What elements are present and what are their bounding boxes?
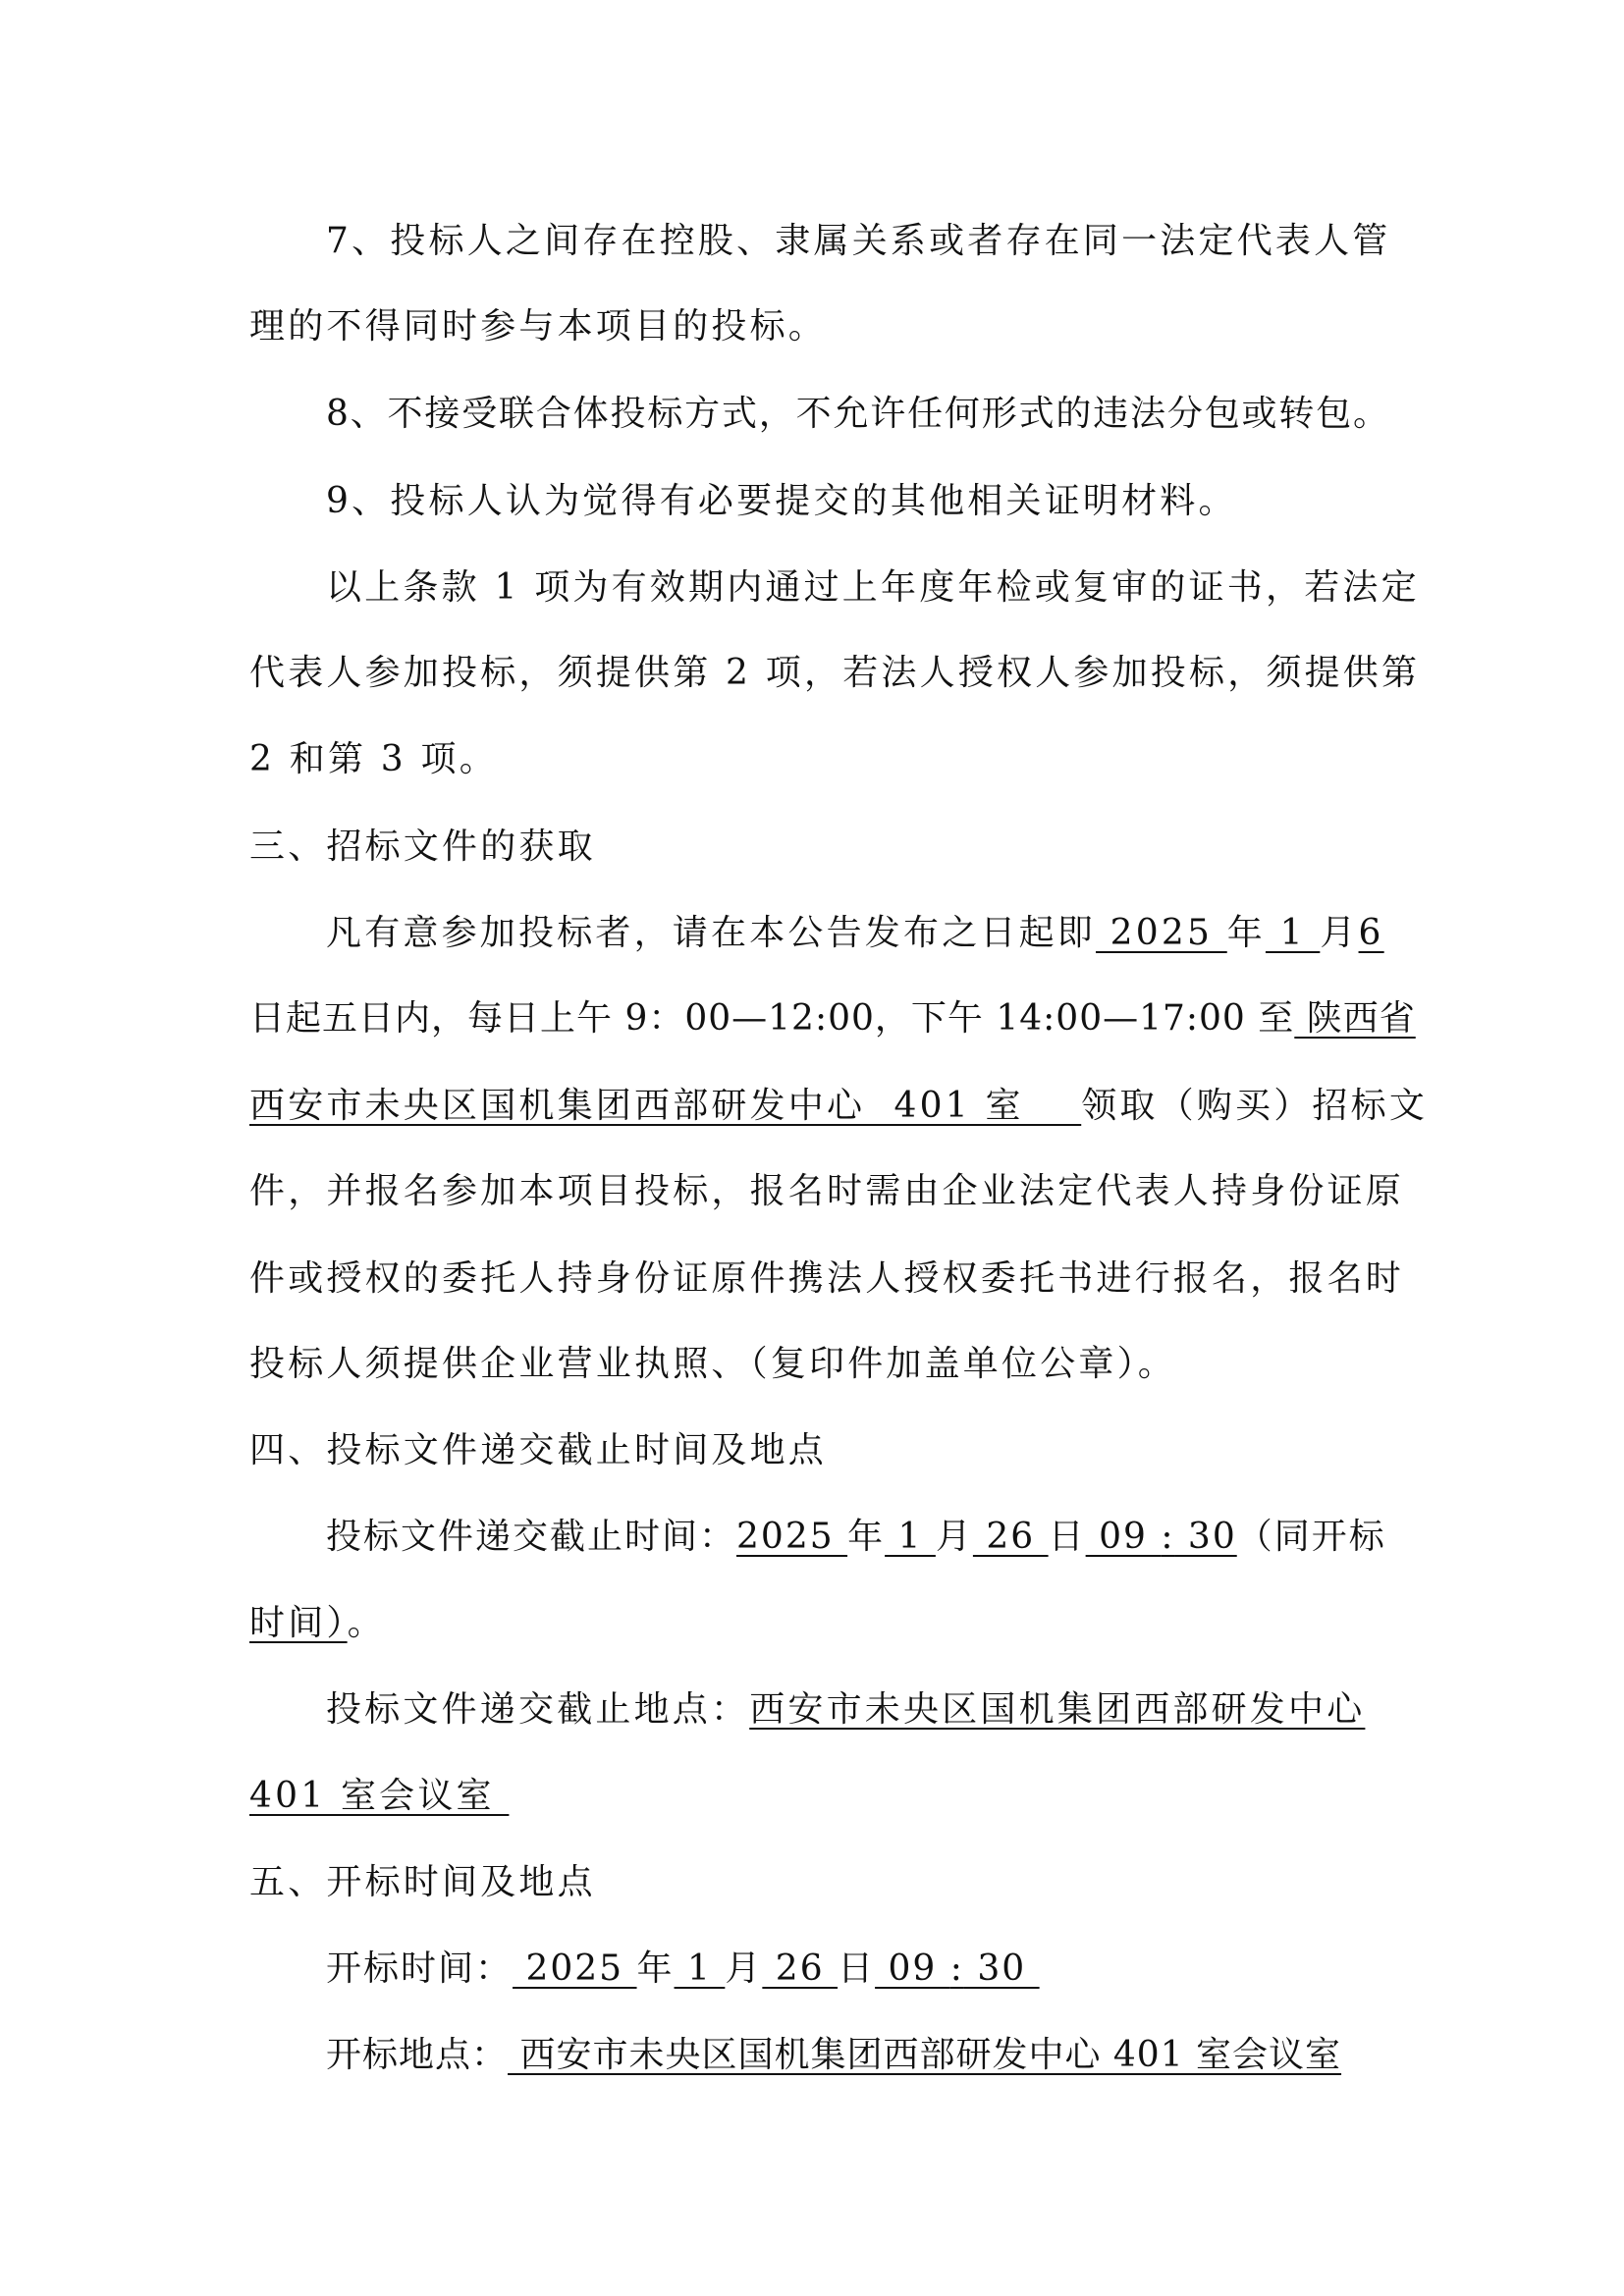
deadline-place-line-2	[249, 1773, 1388, 1820]
opening-day: 26	[762, 1949, 839, 1989]
opening-place-line: 开标地点： 西安市未央区国机集团西部研发中心 401 室会议室	[326, 2035, 1342, 2075]
opening-place: 西安市未央区国机集团西部研发中心 401 室会议室	[508, 2035, 1342, 2075]
deadline-month: 1	[885, 1517, 936, 1557]
opening-time-line: 开标时间： 2025 年 1 月 26 日 09 : 30	[326, 1949, 1040, 1989]
deadline-time-line: 投标文件递交截止时间：2025 年 1 月 26 日 09 : 30（同开标	[326, 1517, 1386, 1557]
section-3-line-1: 凡有意参加投标者，请在本公告发布之日起即 2025 年 1 月6	[326, 913, 1384, 953]
deadline-day: 26	[972, 1517, 1049, 1557]
note-line-1: 以上条款 1 项为有效期内通过上年度年检或复审的证书，若法定	[326, 567, 1420, 608]
deadline-place: 西安市未央区国机集团西部研发中心	[749, 1689, 1366, 1730]
section-3-line-4: 件，并报名参加本项目投标，报名时需由企业法定代表人持身份证原	[249, 1171, 1405, 1211]
deadline-hour: 09	[1085, 1517, 1162, 1557]
deadline-place-line: 投标文件递交截止地点：西安市未央区国机集团西部研发中心	[326, 1689, 1366, 1730]
acquire-month: 1	[1265, 913, 1321, 953]
item-9: 9、投标人认为觉得有必要提交的其他相关证明材料。	[326, 481, 1237, 521]
opening-month: 1	[674, 1949, 726, 1989]
opening-minute: 30	[963, 1949, 1040, 1989]
opening-year: 2025	[513, 1949, 637, 1989]
section-3-line-3: 西安市未央区国机集团西部研发中心 401 室 领取（购买）招标文	[249, 1086, 1429, 1126]
section-4-heading: 四、投标文件递交截止时间及地点	[249, 1430, 828, 1470]
deadline-year: 2025	[736, 1517, 848, 1557]
item-7-line-1: 7、投标人之间存在控股、隶属关系或者存在同一法定代表人管	[326, 221, 1391, 261]
acquire-day: 6	[1358, 913, 1384, 953]
item-7-line-2: 理的不得同时参与本项目的投标。	[249, 306, 828, 347]
section-3-line-6: 投标人须提供企业营业执照、（复印件加盖单位公章）。	[249, 1344, 1177, 1384]
section-3-line-2: 日起五日内，每日上午 9：00—12:00，下午 14:00—17:00 至 陕西省	[249, 998, 1416, 1039]
note-line-3: 2 和第 3 项。	[249, 739, 498, 779]
opening-hour: 09	[875, 1949, 950, 1989]
acquire-location-part-1: 陕西省	[1294, 998, 1416, 1039]
note-line-2: 代表人参加投标，须提供第 2 项，若法人授权人参加投标，须提供第	[249, 653, 1421, 693]
acquire-year: 2025	[1096, 913, 1227, 953]
deadline-place-room: 401 室会议室	[249, 1776, 510, 1816]
deadline-time-line-2: 时间）。	[249, 1603, 386, 1643]
section-5-heading: 五、开标时间及地点	[249, 1862, 596, 1902]
acquire-location-part-2: 西安市未央区国机集团西部研发中心 401 室	[249, 1086, 1082, 1126]
deadline-minute: 30	[1174, 1517, 1237, 1557]
section-3-heading: 三、招标文件的获取	[249, 827, 596, 867]
item-8: 8、不接受联合体投标方式，不允许任何形式的违法分包或转包。	[326, 394, 1388, 434]
section-3-line-5: 件或授权的委托人持身份证原件携法人授权委托书进行报名，报名时	[249, 1258, 1405, 1299]
